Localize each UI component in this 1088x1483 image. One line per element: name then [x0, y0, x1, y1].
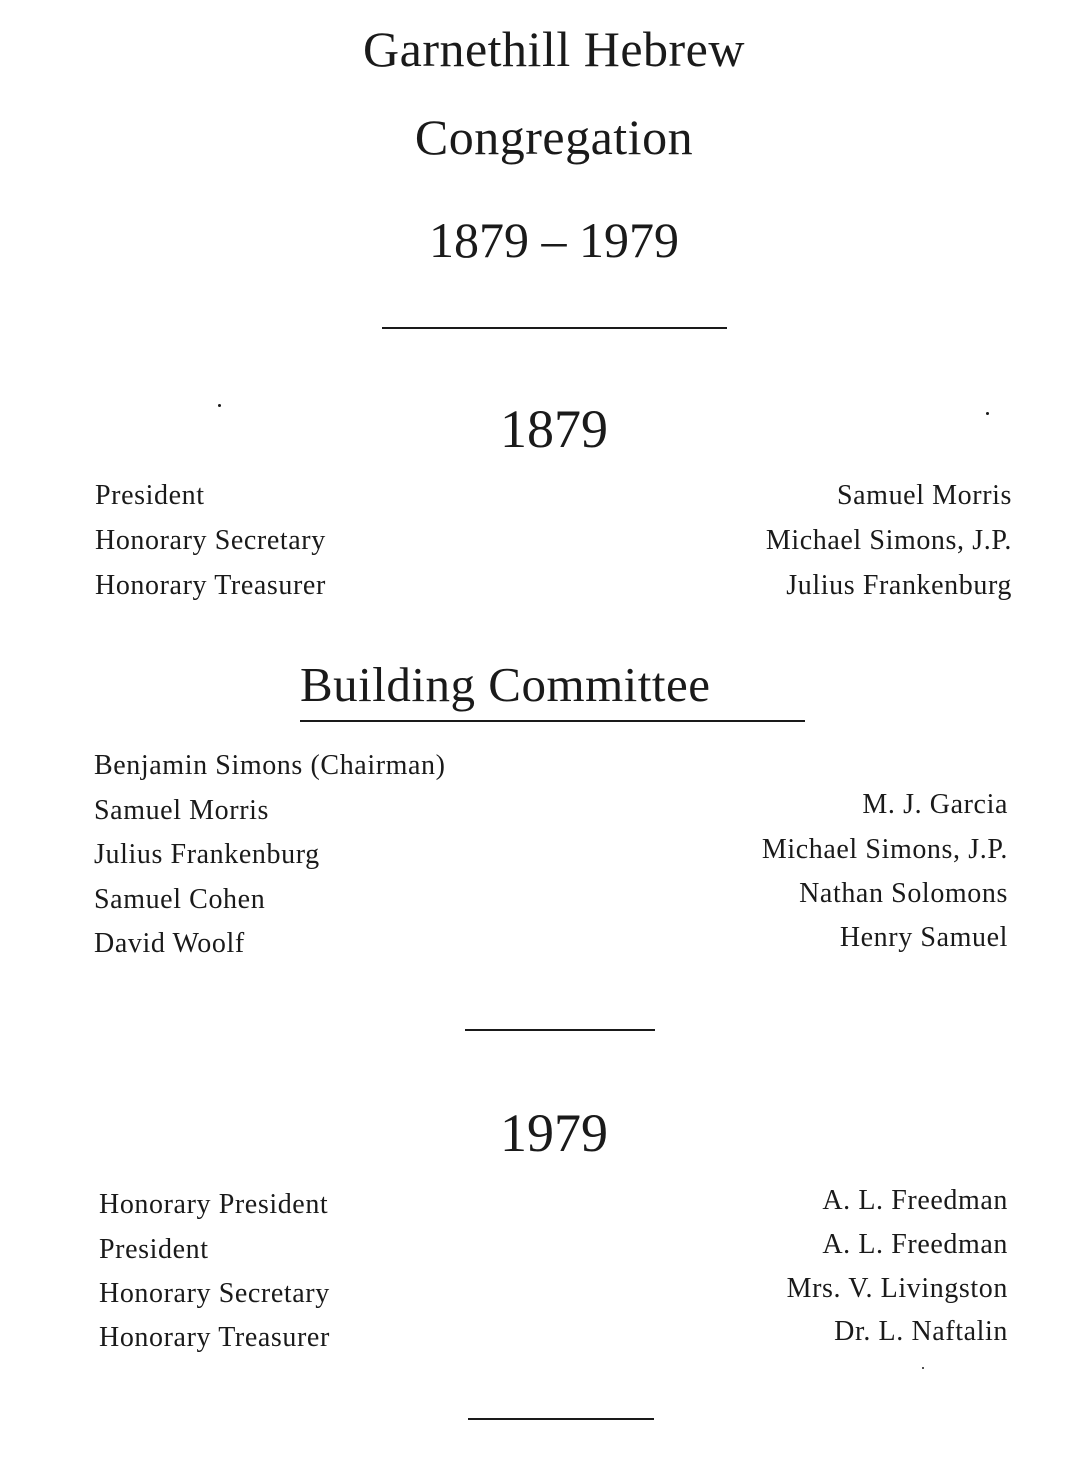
year-1879-heading: 1879: [500, 399, 608, 459]
print-speck: [922, 1367, 924, 1369]
officer-1879-name-2: Michael Simons, J.P.: [765, 525, 1012, 556]
officer-1879-role-3: Honorary Treasurer: [95, 570, 326, 601]
officer-1979-role-1: Honorary President: [99, 1189, 329, 1220]
officer-1979-name-1: A. L. Freedman: [822, 1185, 1008, 1216]
footer-divider: [468, 1418, 654, 1420]
officer-1979-name-4: Dr. L. Naftalin: [834, 1316, 1008, 1347]
committee-member-left-1: Benjamin Simons (Chairman): [94, 750, 446, 781]
committee-member-right-1: M. J. Garcia: [862, 789, 1008, 820]
committee-member-left-3: Julius Frankenburg: [94, 839, 320, 870]
committee-member-right-2: Michael Simons, J.P.: [761, 834, 1008, 865]
committee-divider: [465, 1029, 655, 1031]
committee-member-right-4: Henry Samuel: [839, 922, 1008, 953]
committee-member-left-5: David Woolf: [94, 928, 245, 959]
building-committee-underline: [300, 720, 805, 722]
committee-member-left-2: Samuel Morris: [94, 795, 270, 826]
header-divider: [382, 327, 727, 329]
officer-1979-name-3: Mrs. V. Livingston: [786, 1273, 1008, 1304]
title-line-1: Garnethill Hebrew: [363, 21, 745, 77]
officer-1979-role-4: Honorary Treasurer: [99, 1322, 330, 1353]
committee-member-right-3: Nathan Solomons: [799, 878, 1008, 909]
officer-1879-role-1: President: [95, 480, 205, 511]
officer-1879-name-3: Julius Frankenburg: [786, 570, 1012, 601]
committee-member-left-4: Samuel Cohen: [94, 884, 266, 915]
officer-1979-role-2: President: [99, 1234, 209, 1265]
officer-1879-role-2: Honorary Secretary: [95, 525, 326, 556]
title-line-2: Congregation: [414, 109, 694, 165]
building-committee-heading: Building Committee: [300, 657, 711, 712]
officer-1979-name-2: A. L. Freedman: [822, 1229, 1008, 1260]
year-1979-heading: 1979: [500, 1103, 608, 1163]
officer-1979-role-3: Honorary Secretary: [99, 1278, 330, 1309]
year-range: 1879 – 1979: [429, 212, 679, 268]
officer-1879-name-1: Samuel Morris: [836, 480, 1012, 511]
